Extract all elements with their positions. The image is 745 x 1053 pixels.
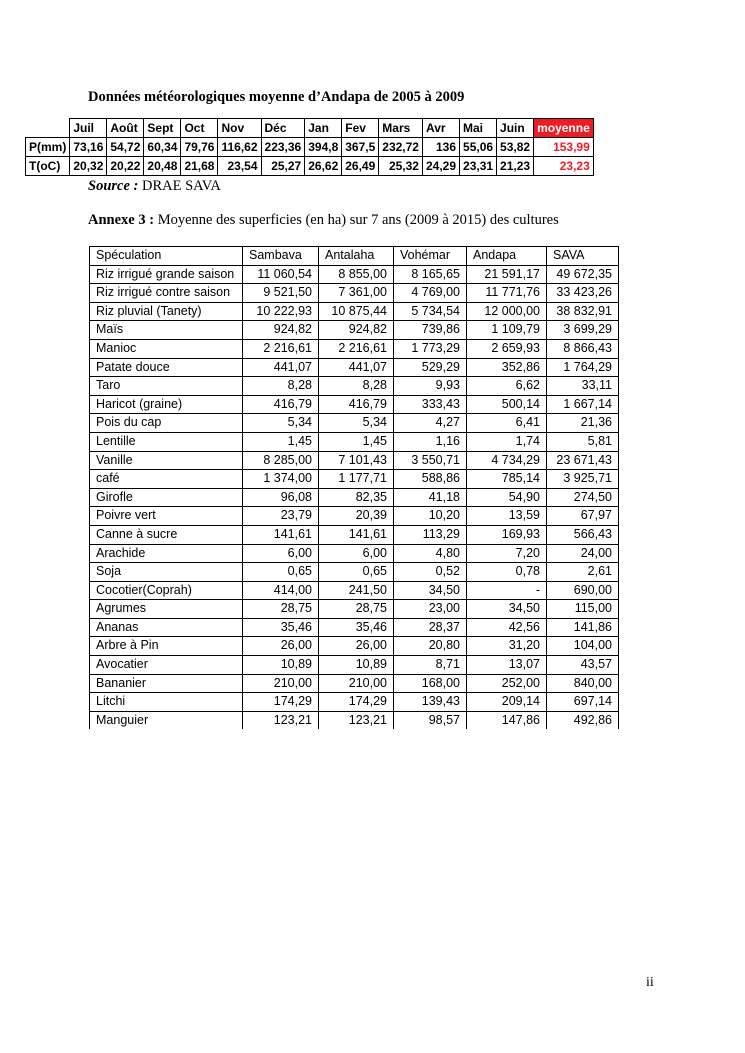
crop-value-cell: 10,20 bbox=[394, 507, 467, 526]
crops-row bbox=[90, 488, 619, 507]
crop-name-cell: Soja bbox=[90, 563, 243, 582]
crops-header-row bbox=[90, 247, 619, 266]
crop-value-cell: 13,07 bbox=[467, 656, 547, 675]
crop-name-cell: Riz irrigué grande saison bbox=[90, 265, 243, 284]
weather-cell: 23,54 bbox=[218, 157, 261, 176]
crop-value-cell: 38 832,91 bbox=[547, 302, 619, 321]
crop-value-cell: 49 672,35 bbox=[547, 265, 619, 284]
weather-header-cell: Déc bbox=[261, 119, 305, 138]
crop-value-cell: 147,86 bbox=[467, 711, 547, 729]
crops-row bbox=[90, 581, 619, 600]
crop-name-cell: Canne à sucre bbox=[90, 525, 243, 544]
crop-value-cell: 1,16 bbox=[394, 432, 467, 451]
weather-cell: 26,62 bbox=[305, 157, 342, 176]
crop-name-cell: Poivre vert bbox=[90, 507, 243, 526]
crops-row bbox=[90, 339, 619, 358]
weather-cell: 223,36 bbox=[261, 138, 305, 157]
weather-cell: 26,49 bbox=[342, 157, 379, 176]
crop-value-cell: 0,78 bbox=[467, 563, 547, 582]
crop-name-cell: Ananas bbox=[90, 618, 243, 637]
crop-value-cell: 10,89 bbox=[319, 656, 394, 675]
weather-cell: 136 bbox=[422, 138, 459, 157]
crop-value-cell: 5,34 bbox=[319, 414, 394, 433]
crop-value-cell: 588,86 bbox=[394, 470, 467, 489]
crops-row bbox=[90, 711, 619, 729]
crop-value-cell: 7,20 bbox=[467, 544, 547, 563]
weather-cell: 21,68 bbox=[181, 157, 218, 176]
crop-value-cell: 33,11 bbox=[547, 377, 619, 396]
crops-row bbox=[90, 600, 619, 619]
crop-value-cell: 26,00 bbox=[243, 637, 319, 656]
crop-value-cell: 96,08 bbox=[243, 488, 319, 507]
source-line bbox=[88, 178, 221, 195]
crop-value-cell: 241,50 bbox=[319, 581, 394, 600]
crops-row bbox=[90, 618, 619, 637]
crop-value-cell: 10 222,93 bbox=[243, 302, 319, 321]
crops-row bbox=[90, 302, 619, 321]
crop-value-cell: 4 769,00 bbox=[394, 284, 467, 303]
crop-value-cell: 0,65 bbox=[319, 563, 394, 582]
crop-value-cell: 5,34 bbox=[243, 414, 319, 433]
crops-row bbox=[90, 358, 619, 377]
crop-value-cell: 840,00 bbox=[547, 674, 619, 693]
crop-name-cell: Lentille bbox=[90, 432, 243, 451]
crops-row bbox=[90, 637, 619, 656]
crop-value-cell: 1 374,00 bbox=[243, 470, 319, 489]
crop-value-cell: 8,28 bbox=[319, 377, 394, 396]
crop-name-cell: Riz irrigué contre saison bbox=[90, 284, 243, 303]
crop-value-cell: 3 925,71 bbox=[547, 470, 619, 489]
crop-value-cell: 141,61 bbox=[243, 525, 319, 544]
crops-header-cell: SAVA bbox=[547, 247, 619, 266]
crops-row bbox=[90, 377, 619, 396]
weather-header-row bbox=[26, 119, 594, 138]
weather-header-cell: Sept bbox=[144, 119, 181, 138]
weather-table bbox=[25, 118, 594, 176]
crop-name-cell: Bananier bbox=[90, 674, 243, 693]
crop-value-cell: 2 216,61 bbox=[319, 339, 394, 358]
crop-value-cell: 11 771,76 bbox=[467, 284, 547, 303]
crop-value-cell: 113,29 bbox=[394, 525, 467, 544]
weather-cell: 20,22 bbox=[107, 157, 144, 176]
crops-row bbox=[90, 265, 619, 284]
weather-header-cell: Nov bbox=[218, 119, 261, 138]
crop-name-cell: Arbre à Pin bbox=[90, 637, 243, 656]
crop-value-cell: 42,56 bbox=[467, 618, 547, 637]
crop-value-cell: 8,71 bbox=[394, 656, 467, 675]
crop-value-cell: 9,93 bbox=[394, 377, 467, 396]
crops-row bbox=[90, 284, 619, 303]
crops-row bbox=[90, 395, 619, 414]
weather-cell: 367,5 bbox=[342, 138, 379, 157]
crops-header-cell: Sambava bbox=[243, 247, 319, 266]
crop-value-cell: 566,43 bbox=[547, 525, 619, 544]
crops-row bbox=[90, 693, 619, 712]
crop-value-cell: 690,00 bbox=[547, 581, 619, 600]
crop-value-cell: 141,61 bbox=[319, 525, 394, 544]
crop-value-cell: 924,82 bbox=[319, 321, 394, 340]
crop-name-cell: Manguier bbox=[90, 711, 243, 729]
crop-value-cell: 33 423,26 bbox=[547, 284, 619, 303]
crop-name-cell: Avocatier bbox=[90, 656, 243, 675]
crop-value-cell: 416,79 bbox=[319, 395, 394, 414]
crop-value-cell: 31,20 bbox=[467, 637, 547, 656]
crop-value-cell: 123,21 bbox=[319, 711, 394, 729]
crop-value-cell: 2 216,61 bbox=[243, 339, 319, 358]
crop-value-cell: 6,62 bbox=[467, 377, 547, 396]
crop-value-cell: 24,00 bbox=[547, 544, 619, 563]
weather-cell: 25,27 bbox=[261, 157, 305, 176]
weather-cell: 232,72 bbox=[379, 138, 423, 157]
crop-value-cell: 6,41 bbox=[467, 414, 547, 433]
crop-value-cell: 23,79 bbox=[243, 507, 319, 526]
crop-value-cell: 8 855,00 bbox=[319, 265, 394, 284]
crop-value-cell: 174,29 bbox=[319, 693, 394, 712]
weather-cell: 25,32 bbox=[379, 157, 423, 176]
weather-cell: 55,06 bbox=[460, 138, 497, 157]
crop-value-cell: 274,50 bbox=[547, 488, 619, 507]
crop-name-cell: café bbox=[90, 470, 243, 489]
crop-value-cell: 115,00 bbox=[547, 600, 619, 619]
crop-value-cell: 0,52 bbox=[394, 563, 467, 582]
crop-value-cell: 54,90 bbox=[467, 488, 547, 507]
crop-value-cell: 209,14 bbox=[467, 693, 547, 712]
crop-value-cell: 13,59 bbox=[467, 507, 547, 526]
weather-header-cell: Août bbox=[107, 119, 144, 138]
crop-value-cell: 1 109,79 bbox=[467, 321, 547, 340]
crop-value-cell: 1,45 bbox=[243, 432, 319, 451]
crop-value-cell: 6,00 bbox=[319, 544, 394, 563]
crop-value-cell: 41,18 bbox=[394, 488, 467, 507]
crop-value-cell: 0,65 bbox=[243, 563, 319, 582]
crop-value-cell: 174,29 bbox=[243, 693, 319, 712]
weather-cell: 116,62 bbox=[218, 138, 261, 157]
annex-text: Moyenne des superficies (en ha) sur 7 ans (2009 à 2015) des cultures bbox=[157, 212, 559, 228]
crop-value-cell: 352,86 bbox=[467, 358, 547, 377]
crop-name-cell: Riz pluvial (Tanety) bbox=[90, 302, 243, 321]
crop-name-cell: Cocotier(Coprah) bbox=[90, 581, 243, 600]
crops-row bbox=[90, 507, 619, 526]
weather-header-cell: Avr bbox=[422, 119, 459, 138]
crop-value-cell: 333,43 bbox=[394, 395, 467, 414]
crop-value-cell: 4,80 bbox=[394, 544, 467, 563]
crop-value-cell: 10 875,44 bbox=[319, 302, 394, 321]
crop-value-cell: 169,93 bbox=[467, 525, 547, 544]
crop-value-cell: 210,00 bbox=[243, 674, 319, 693]
crop-value-cell: 7 101,43 bbox=[319, 451, 394, 470]
crop-value-cell: 28,75 bbox=[319, 600, 394, 619]
crop-value-cell: 697,14 bbox=[547, 693, 619, 712]
crop-value-cell: 1,74 bbox=[467, 432, 547, 451]
weather-header-cell: Mars bbox=[379, 119, 423, 138]
weather-cell: 54,72 bbox=[107, 138, 144, 157]
crop-value-cell: 5 734,54 bbox=[394, 302, 467, 321]
crops-row bbox=[90, 470, 619, 489]
weather-row bbox=[26, 138, 594, 157]
crop-value-cell: 20,39 bbox=[319, 507, 394, 526]
crop-value-cell: 9 521,50 bbox=[243, 284, 319, 303]
weather-cell: 20,48 bbox=[144, 157, 181, 176]
crop-name-cell: Maïs bbox=[90, 321, 243, 340]
weather-row bbox=[26, 157, 594, 176]
weather-row-label: T(oC) bbox=[26, 157, 70, 176]
crop-value-cell: 21 591,17 bbox=[467, 265, 547, 284]
crop-value-cell: 8 165,65 bbox=[394, 265, 467, 284]
source-label: Source : bbox=[88, 178, 139, 194]
crop-value-cell: 20,80 bbox=[394, 637, 467, 656]
crops-header-cell: Spéculation bbox=[90, 247, 243, 266]
crop-value-cell: 3 550,71 bbox=[394, 451, 467, 470]
crop-value-cell: 2,61 bbox=[547, 563, 619, 582]
crop-value-cell: 23,00 bbox=[394, 600, 467, 619]
crop-name-cell: Patate douce bbox=[90, 358, 243, 377]
annex-title bbox=[88, 212, 559, 229]
crop-value-cell: 414,00 bbox=[243, 581, 319, 600]
weather-cell: 23,23 bbox=[534, 157, 594, 176]
crop-value-cell: 104,00 bbox=[547, 637, 619, 656]
crop-value-cell: 141,86 bbox=[547, 618, 619, 637]
crop-value-cell: 1 667,14 bbox=[547, 395, 619, 414]
weather-corner-cell bbox=[26, 119, 70, 138]
crop-value-cell: 12 000,00 bbox=[467, 302, 547, 321]
crop-value-cell: 3 699,29 bbox=[547, 321, 619, 340]
crop-value-cell: 5,81 bbox=[547, 432, 619, 451]
crops-row bbox=[90, 414, 619, 433]
crop-value-cell: 1,45 bbox=[319, 432, 394, 451]
crop-value-cell: 441,07 bbox=[319, 358, 394, 377]
crop-name-cell: Manioc bbox=[90, 339, 243, 358]
weather-header-cell: Fev bbox=[342, 119, 379, 138]
crop-value-cell: 1 177,71 bbox=[319, 470, 394, 489]
weather-header-cell: Oct bbox=[181, 119, 218, 138]
crops-table bbox=[89, 246, 619, 729]
crop-value-cell: 28,75 bbox=[243, 600, 319, 619]
weather-cell: 394,8 bbox=[305, 138, 342, 157]
crop-value-cell: 924,82 bbox=[243, 321, 319, 340]
crop-value-cell: 10,89 bbox=[243, 656, 319, 675]
weather-cell: 21,23 bbox=[497, 157, 534, 176]
crop-value-cell: 4 734,29 bbox=[467, 451, 547, 470]
crop-value-cell: 35,46 bbox=[319, 618, 394, 637]
crop-value-cell: - bbox=[467, 581, 547, 600]
crop-value-cell: 43,57 bbox=[547, 656, 619, 675]
crops-row bbox=[90, 544, 619, 563]
crop-value-cell: 139,43 bbox=[394, 693, 467, 712]
weather-header-cell: moyenne bbox=[534, 119, 594, 138]
crop-name-cell: Girofle bbox=[90, 488, 243, 507]
crops-header-cell: Vohémar bbox=[394, 247, 467, 266]
crop-value-cell: 8 866,43 bbox=[547, 339, 619, 358]
crop-name-cell: Vanille bbox=[90, 451, 243, 470]
crop-value-cell: 739,86 bbox=[394, 321, 467, 340]
crop-value-cell: 1 764,29 bbox=[547, 358, 619, 377]
crop-name-cell: Pois du cap bbox=[90, 414, 243, 433]
weather-cell: 20,32 bbox=[70, 157, 107, 176]
crop-value-cell: 8,28 bbox=[243, 377, 319, 396]
weather-header-cell: Jan bbox=[305, 119, 342, 138]
page-number: ii bbox=[646, 975, 654, 990]
crop-value-cell: 2 659,93 bbox=[467, 339, 547, 358]
crops-row bbox=[90, 451, 619, 470]
crop-value-cell: 34,50 bbox=[394, 581, 467, 600]
crop-value-cell: 23 671,43 bbox=[547, 451, 619, 470]
source-text: DRAE SAVA bbox=[141, 178, 221, 194]
weather-header-cell: Juin bbox=[497, 119, 534, 138]
annex-label: Annexe 3 : bbox=[88, 212, 155, 228]
crops-header-cell: Andapa bbox=[467, 247, 547, 266]
weather-cell: 23,31 bbox=[460, 157, 497, 176]
crops-row bbox=[90, 563, 619, 582]
crop-value-cell: 28,37 bbox=[394, 618, 467, 637]
crop-value-cell: 21,36 bbox=[547, 414, 619, 433]
weather-cell: 79,76 bbox=[181, 138, 218, 157]
weather-cell: 24,29 bbox=[422, 157, 459, 176]
crop-value-cell: 210,00 bbox=[319, 674, 394, 693]
crop-value-cell: 82,35 bbox=[319, 488, 394, 507]
crops-row bbox=[90, 432, 619, 451]
crops-row bbox=[90, 656, 619, 675]
crop-value-cell: 785,14 bbox=[467, 470, 547, 489]
crop-value-cell: 492,86 bbox=[547, 711, 619, 729]
weather-header-cell: Juil bbox=[70, 119, 107, 138]
crop-value-cell: 98,57 bbox=[394, 711, 467, 729]
crop-value-cell: 67,97 bbox=[547, 507, 619, 526]
crop-value-cell: 168,00 bbox=[394, 674, 467, 693]
crop-value-cell: 7 361,00 bbox=[319, 284, 394, 303]
crop-name-cell: Taro bbox=[90, 377, 243, 396]
crop-value-cell: 416,79 bbox=[243, 395, 319, 414]
crop-value-cell: 252,00 bbox=[467, 674, 547, 693]
crops-row bbox=[90, 525, 619, 544]
crop-value-cell: 6,00 bbox=[243, 544, 319, 563]
crop-name-cell: Agrumes bbox=[90, 600, 243, 619]
crop-name-cell: Arachide bbox=[90, 544, 243, 563]
meteo-title: Données météorologiques moyenne d’Andapa de 2005 à 2009 bbox=[88, 89, 465, 105]
crop-value-cell: 8 285,00 bbox=[243, 451, 319, 470]
crop-value-cell: 4,27 bbox=[394, 414, 467, 433]
crop-value-cell: 529,29 bbox=[394, 358, 467, 377]
weather-cell: 153,99 bbox=[534, 138, 594, 157]
crops-row bbox=[90, 321, 619, 340]
crop-name-cell: Litchi bbox=[90, 693, 243, 712]
crop-name-cell: Haricot (graine) bbox=[90, 395, 243, 414]
weather-cell: 53,82 bbox=[497, 138, 534, 157]
crop-value-cell: 35,46 bbox=[243, 618, 319, 637]
crops-row bbox=[90, 674, 619, 693]
weather-row-label: P(mm) bbox=[26, 138, 70, 157]
crop-value-cell: 500,14 bbox=[467, 395, 547, 414]
crop-value-cell: 123,21 bbox=[243, 711, 319, 729]
crops-header-cell: Antalaha bbox=[319, 247, 394, 266]
weather-header-cell: Mai bbox=[460, 119, 497, 138]
crop-value-cell: 34,50 bbox=[467, 600, 547, 619]
crop-value-cell: 441,07 bbox=[243, 358, 319, 377]
weather-cell: 60,34 bbox=[144, 138, 181, 157]
crop-value-cell: 11 060,54 bbox=[243, 265, 319, 284]
weather-cell: 73,16 bbox=[70, 138, 107, 157]
crop-value-cell: 26,00 bbox=[319, 637, 394, 656]
crop-value-cell: 1 773,29 bbox=[394, 339, 467, 358]
